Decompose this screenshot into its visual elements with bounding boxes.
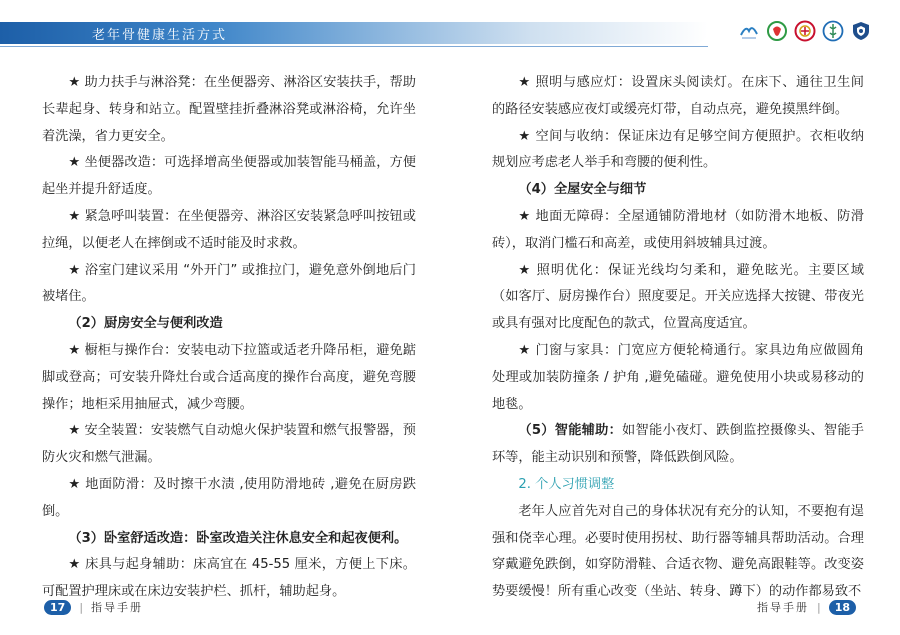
paragraph-bed: ★ 床具与起身辅助：床高宜在 45-55 厘米，方便上下床。可配置护理床或在床边安装护栏、抓杆，辅助起身。 <box>42 557 416 600</box>
paragraph-lighting-optimization: ★ 照明优化：保证光线均匀柔和，避免眩光。主要区域（如客厅、厨房操作台）照度要足。开关应选择大按键、带夜光或具有强对比度配色的款式，位置高度适宜。 <box>492 262 864 332</box>
header-divider <box>0 46 708 47</box>
smart-assist-lead: （5）智能辅助： <box>518 423 623 439</box>
paragraph-safety-devices: ★ 安全装置：安装燃气自动熄火保护装置和燃气报警器，预防火灾和燃气泄漏。 <box>42 423 416 466</box>
logo-1-icon <box>738 20 760 42</box>
paragraph-smart-assist <box>492 418 864 472</box>
footer-right <box>757 599 856 615</box>
header-title: 老年骨健康生活方式 <box>92 28 228 43</box>
footer-label-left: 指导手册 <box>91 601 144 614</box>
paragraph-bathroom-door: ★ 浴室门建议采用 “外开门” 或推拉门，避免意外倒地后门被堵住。 <box>42 262 416 305</box>
subheading-whole-house: （4）全屋安全与细节 <box>518 182 647 198</box>
page-number-right: 18 <box>829 600 856 615</box>
logo-2-icon <box>766 20 788 42</box>
paragraph-floor-antislip: ★ 地面防滑：及时擦干水渍 ,使用防滑地砖 ,避免在厨房跌倒。 <box>42 476 416 519</box>
page-number-left: 17 <box>44 600 71 615</box>
section-heading-habits: 2. 个人习惯调整 <box>518 476 615 492</box>
logo-group <box>738 20 872 42</box>
paragraph-lighting-sensor: ★ 照明与感应灯：设置床头阅读灯。在床下、通往卫生间的路径安装感应夜灯或缓亮灯带，自动点亮，避免摸黑绊倒。 <box>492 75 864 117</box>
paragraph-grab-bar: ★ 助力扶手与淋浴凳：在坐便器旁、淋浴区安装扶手，帮助长辈起身、转身和站立。配置壁挂折叠淋浴凳或淋浴椅，允许坐着洗澡，省力更安全。 <box>42 75 416 144</box>
footer-separator-left: | <box>79 600 84 614</box>
paragraph-cabinets: ★ 橱柜与操作台：安装电动下拉篮或适老升降吊柜，避免踮脚或登高；可安装升降灶台或合适高度的操作台高度，避免弯腰操作；地柜采用抽屉式，减少弯腰。 <box>42 342 416 412</box>
logo-3-icon <box>794 20 816 42</box>
paragraph-habits: 老年人应首先对自己的身体状况有充分的认知，不要抱有逞强和侥幸心理。必要时使用拐杖、助行器等辅具帮助活动。合理穿戴避免跌倒，如穿防滑鞋、合适衣物、避免高跟鞋等。改变姿势要缓慢！所有重心改变（坐站、转身、蹲下）的动作都易致不 <box>492 503 864 600</box>
smart-assist-body: 如智能小夜灯、跌倒监控摄像头、智能手环等，能主动识别和预警，降低跌倒风险。 <box>492 423 864 466</box>
footer-left <box>44 599 143 615</box>
paragraph-barrier-free: ★ 地面无障碍：全屋通铺防滑地材（如防滑木地板、防滑砖），取消门槛石和高差，或使用斜坡辅具过渡。 <box>492 208 864 251</box>
paragraph-storage: ★ 空间与收纳：保证床边有足够空间方便照护。衣柜收纳规划应考虑老人举手和弯腰的便利性。 <box>492 128 864 171</box>
logo-5-icon <box>850 20 872 42</box>
logo-4-icon <box>822 20 844 42</box>
paragraph-toilet: ★ 坐便器改造：可选择增高坐便器或加装智能马桶盖，方便起坐并提升舒适度。 <box>42 155 416 198</box>
subheading-bedroom: （3）卧室舒适改造：卧室改造关注休息安全和起夜便利。 <box>68 530 408 546</box>
right-column <box>492 70 864 606</box>
footer-label-right: 指导手册 <box>756 601 809 614</box>
footer-separator-right: | <box>816 600 821 614</box>
paragraph-emergency-call: ★ 紧急呼叫装置：在坐便器旁、淋浴区安装紧急呼叫按钮或拉绳，以便老人在摔倒或不适时能及时求救。 <box>42 208 416 251</box>
subheading-kitchen: （2）厨房安全与便利改造 <box>68 316 223 332</box>
left-column <box>42 70 416 606</box>
paragraph-doors-furniture: ★ 门窗与家具：门宽应方便轮椅通行。家具边角应做圆角处理或加装防撞条 / 护角 ,避免磕碰。避免使用小块或易移动的地毯。 <box>492 342 864 412</box>
